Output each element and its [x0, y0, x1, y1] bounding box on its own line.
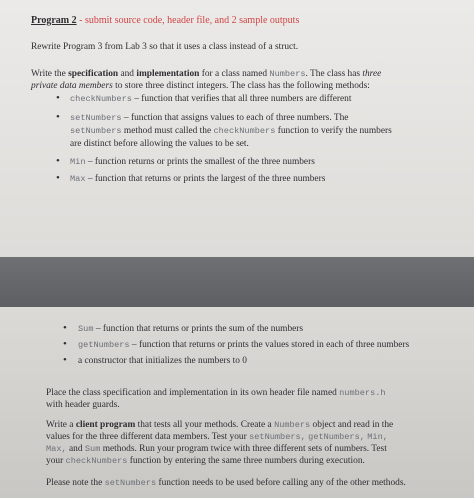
method-max: Max – function that returns or prints the largest of the three numbers — [70, 174, 326, 184]
page-bottom — [0, 307, 474, 498]
bullet-icon: • — [56, 172, 60, 184]
screen-gap — [0, 257, 474, 307]
bullet-icon: • — [63, 354, 67, 366]
method-setnumbers-line-2: setNumbers method must called the checkNumbers function to verify the numbers — [70, 126, 392, 136]
assignment-heading — [31, 15, 299, 27]
method-getnumbers: getNumbers – function that returns or prints the values stored in each of three numbers — [78, 340, 410, 350]
spec-line-2: private data members to store three distinct integers. The class has the following methods: — [31, 81, 370, 91]
spec-line-1: Write the specification and implementation for a class named Numbers. The class has three — [31, 69, 382, 79]
bullet-icon: • — [56, 111, 60, 123]
header-note-line-1: Place the class specification and implementation in its own header file named numbers.h — [46, 388, 386, 398]
intro-text: Rewrite Program 3 from Lab 3 so that it uses a class instead of a struct. — [31, 42, 299, 52]
client-line-3: Max, and Sum methods. Run your program twice with three different sets of numbers. Test — [46, 444, 387, 454]
method-checknumbers: checkNumbers – function that verifies that all three numbers are different — [70, 94, 352, 104]
client-line-4: your checkNumbers function by entering the same three numbers during execution. — [46, 456, 365, 466]
client-line-1: Write a client program that tests all your methods. Create a Numbers object and read in the — [46, 420, 394, 430]
bullet-icon: • — [63, 338, 67, 350]
program-subtitle: - submit source code, header file, and 2 sample outputs — [76, 15, 300, 26]
method-sum: Sum – function that returns or prints the sum of the numbers — [78, 324, 304, 334]
bullet-icon: • — [56, 155, 60, 167]
method-constructor: a constructor that initializes the numbers to 0 — [78, 356, 247, 366]
setnumbers-note: Please note the setNumbers function needs to be used before calling any of the other methods. — [46, 478, 406, 488]
method-setnumbers: setNumbers – function that assigns values to each of three numbers. The — [70, 113, 349, 123]
header-note-line-2: with header guards. — [46, 400, 120, 410]
client-line-2: values for the three different data members. Test your setNumbers, getNumbers, Min, — [46, 432, 388, 442]
bullet-icon: • — [63, 322, 67, 334]
bullet-icon: • — [56, 92, 60, 104]
program-title: Program 2 — [31, 15, 77, 26]
method-setnumbers-line-3: are distinct before allowing the values to be set. — [70, 139, 249, 149]
method-min: Min – function returns or prints the smallest of the three numbers — [70, 157, 315, 167]
